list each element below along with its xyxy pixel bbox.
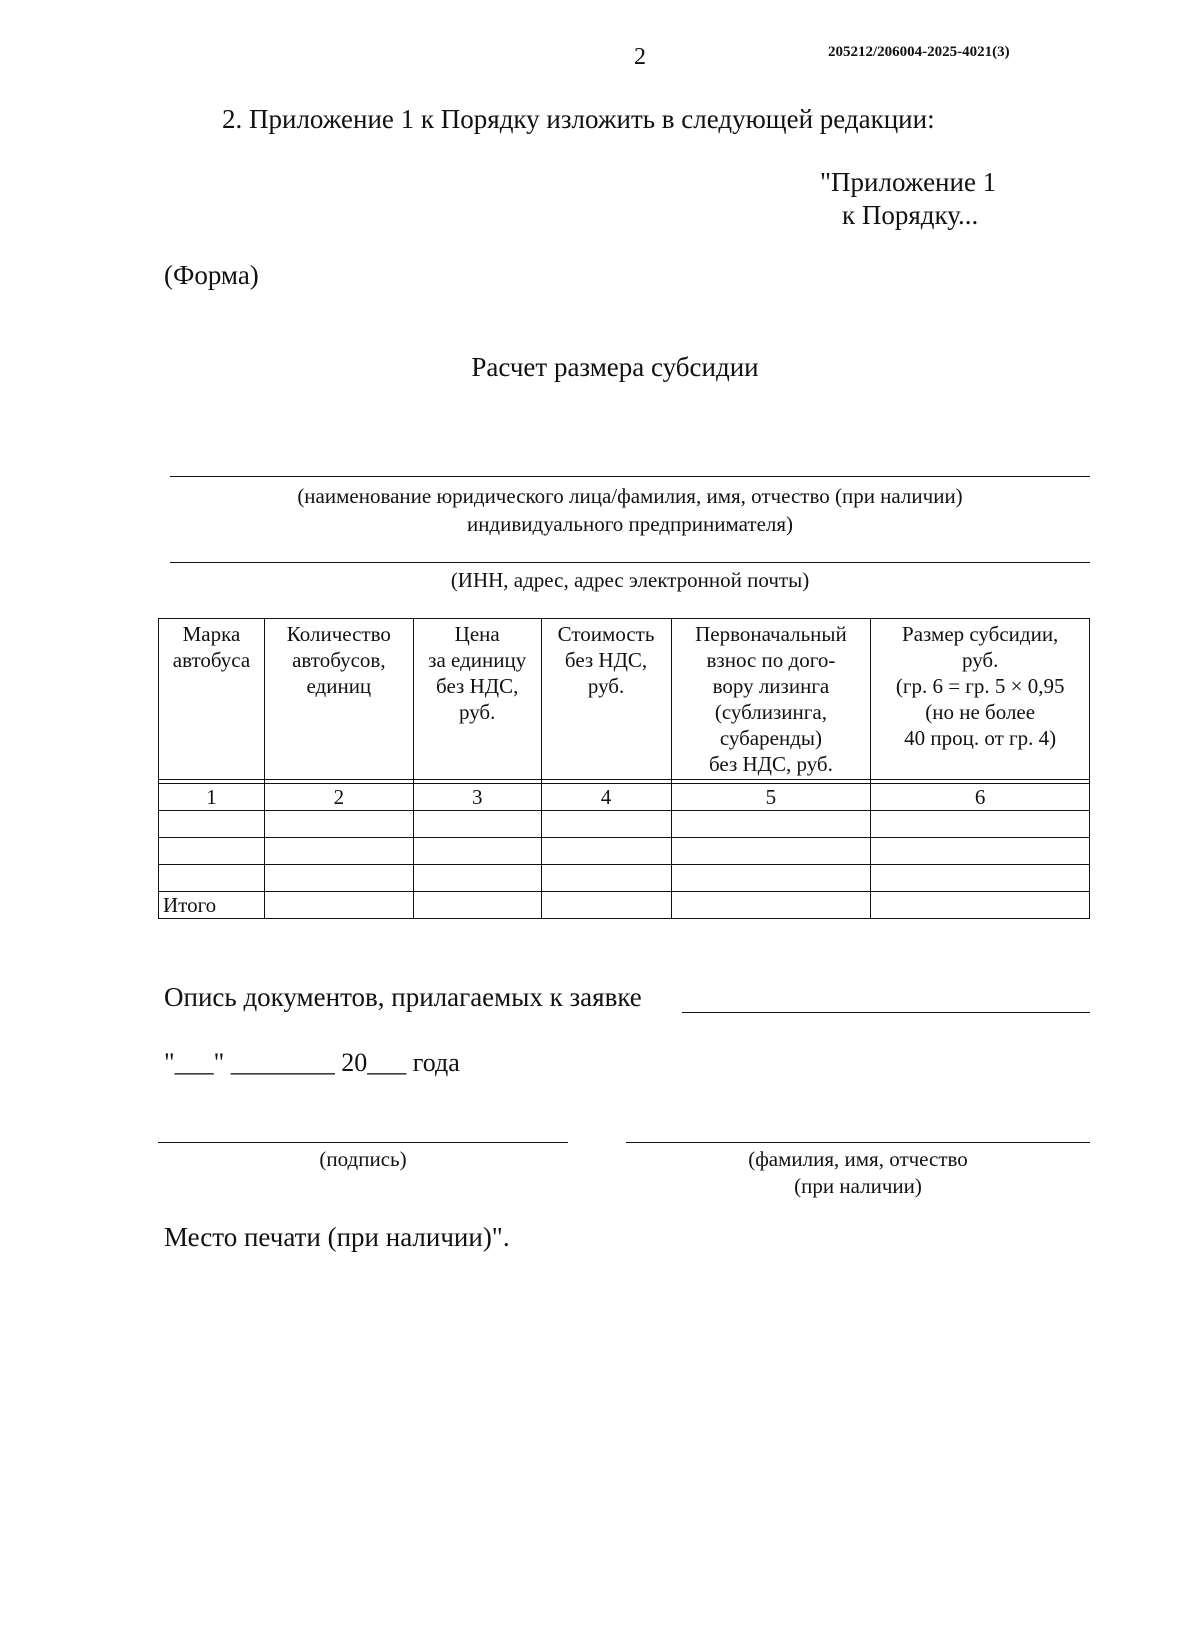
- column-number: 5: [671, 784, 871, 811]
- table-cell[interactable]: [671, 865, 871, 892]
- table-cell[interactable]: [541, 838, 671, 865]
- column-number: 6: [871, 784, 1090, 811]
- header-unit-price: Цена за единицу без НДС, руб.: [413, 619, 541, 780]
- appendix-line-1: "Приложение 1: [820, 167, 997, 197]
- table-cell[interactable]: [413, 892, 541, 919]
- lead-paragraph: 2. Приложение 1 к Порядку изложить в следующей редакции:: [222, 104, 935, 134]
- document-title: Расчет размера субсидии: [471, 352, 759, 382]
- table-cell[interactable]: [541, 892, 671, 919]
- header-bus-count: Количество автобусов, единиц: [264, 619, 413, 780]
- table-cell[interactable]: [159, 865, 265, 892]
- full-name-caption-line-2: (при наличии): [794, 1174, 922, 1198]
- table-cell[interactable]: [871, 811, 1090, 838]
- table-cell[interactable]: [541, 811, 671, 838]
- header-initial-payment: Первоначальный взнос по дого- вору лизинга (сублизинга, субаренды) без НДС, руб.: [671, 619, 871, 780]
- column-number: 4: [541, 784, 671, 811]
- page-number: 2: [634, 44, 646, 70]
- entity-name-caption: [170, 482, 1090, 538]
- entity-caption-line-2: индивидуального предпринимателя): [466, 512, 794, 536]
- total-label: Итого: [159, 892, 265, 919]
- table-cell[interactable]: [264, 811, 413, 838]
- appendix-reference: [820, 166, 1050, 232]
- inn-line: [170, 562, 1090, 563]
- subsidy-table: [158, 618, 1090, 919]
- inventory-label: Опись документов, прилагаемых к заявке: [164, 982, 642, 1012]
- full-name-line[interactable]: [626, 1142, 1090, 1143]
- table-cell[interactable]: [264, 838, 413, 865]
- signature-line[interactable]: [158, 1142, 568, 1143]
- date-field[interactable]: "___" ________ 20___ года: [164, 1048, 460, 1077]
- header-bus-brand: Марка автобуса: [159, 619, 265, 780]
- inventory-line[interactable]: [682, 1012, 1090, 1013]
- total-row: [159, 892, 1090, 919]
- full-name-caption-line-1: (фамилия, имя, отчество: [748, 1147, 968, 1171]
- table-cell[interactable]: [159, 838, 265, 865]
- table-cell[interactable]: [871, 838, 1090, 865]
- table-cell[interactable]: [541, 865, 671, 892]
- form-label: (Форма): [164, 260, 259, 290]
- column-number: 2: [264, 784, 413, 811]
- table-cell[interactable]: [871, 892, 1090, 919]
- table-row: [159, 865, 1090, 892]
- table-cell[interactable]: [413, 865, 541, 892]
- table-cell[interactable]: [671, 811, 871, 838]
- table-cell[interactable]: [413, 811, 541, 838]
- table-header-row: [159, 619, 1090, 780]
- table-cell[interactable]: [159, 811, 265, 838]
- stamp-place: Место печати (при наличии)".: [164, 1222, 510, 1252]
- table-cell[interactable]: [871, 865, 1090, 892]
- header-cost: Стоимость без НДС, руб.: [541, 619, 671, 780]
- column-number: 1: [159, 784, 265, 811]
- table-cell[interactable]: [264, 865, 413, 892]
- column-number: 3: [413, 784, 541, 811]
- appendix-line-2: к Порядку...: [842, 200, 979, 230]
- table-row: [159, 838, 1090, 865]
- header-subsidy-amount: Размер субсидии, руб. (гр. 6 = гр. 5 × 0,95 (но не более 40 проц. от гр. 4): [871, 619, 1090, 780]
- table-cell[interactable]: [671, 892, 871, 919]
- signature-caption: (подпись): [319, 1147, 407, 1171]
- table-cell[interactable]: [413, 838, 541, 865]
- document-id: 205212/206004-2025-4021(3): [828, 44, 1010, 60]
- entity-name-line: [170, 476, 1090, 477]
- table-row: [159, 811, 1090, 838]
- inn-caption: (ИНН, адрес, адрес электронной почты): [450, 568, 810, 592]
- table-cell[interactable]: [671, 838, 871, 865]
- entity-caption-line-1: (наименование юридического лица/фамилия, имя, отчество (при наличии): [297, 484, 963, 508]
- table-cell[interactable]: [264, 892, 413, 919]
- column-number-row: [159, 784, 1090, 811]
- full-name-caption: [626, 1146, 1090, 1200]
